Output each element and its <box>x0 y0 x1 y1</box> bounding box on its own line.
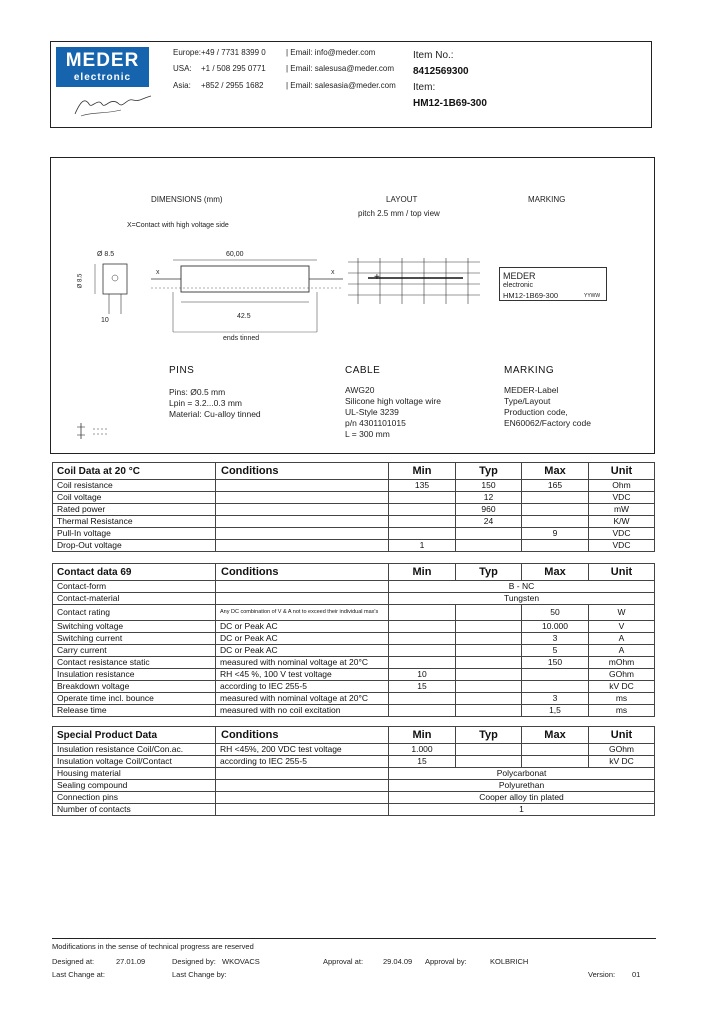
cell-min <box>389 645 456 657</box>
cell-param: Contact rating <box>53 605 216 621</box>
designed-by-label: Designed by: <box>172 957 216 966</box>
table-row <box>53 645 655 657</box>
cell-conditions: DC or Peak AC <box>216 633 389 645</box>
tagline-script-logo <box>71 90 156 120</box>
cell-param: Switching voltage <box>53 621 216 633</box>
cell-unit: A <box>589 645 655 657</box>
table-row <box>53 780 655 792</box>
cell-min <box>389 492 456 504</box>
cable-line: UL-Style 3239 <box>345 407 399 417</box>
contact-asia-region: Asia: <box>173 81 191 90</box>
cell-typ <box>456 705 522 717</box>
table-row <box>53 581 655 593</box>
cell-min: 15 <box>389 681 456 693</box>
col-header-unit: Unit <box>589 564 655 581</box>
cell-param: Operate time incl. bounce <box>53 693 216 705</box>
cell-param: Coil voltage <box>53 492 216 504</box>
logo-line1: MEDER <box>65 50 140 71</box>
footer-note: Modifications in the sense of technical progress are reserved <box>52 942 254 951</box>
cell-param: Carry current <box>53 645 216 657</box>
svg-text:x: x <box>156 269 160 276</box>
cell-typ-merged: 1 <box>389 804 655 816</box>
item-no-value: 8412569300 <box>413 66 469 77</box>
table-row <box>53 705 655 717</box>
contact-asia-email: | Email: salesasia@meder.com <box>286 81 396 90</box>
cell-unit: VDC <box>589 492 655 504</box>
dim-length-label: 60,00 <box>226 251 244 258</box>
cell-conditions <box>216 528 389 540</box>
cell-unit: K/W <box>589 516 655 528</box>
layout-subtitle: pitch 2.5 mm / top view <box>358 209 440 218</box>
cell-typ-merged: Tungsten <box>389 593 655 605</box>
dim-pin-label: 10 <box>101 317 109 324</box>
cell-max <box>522 681 589 693</box>
cell-min <box>389 657 456 669</box>
cell-max <box>522 540 589 552</box>
contact-note: X=Contact with high voltage side <box>127 222 229 229</box>
cell-typ-merged: Cooper alloy tin plated <box>389 792 655 804</box>
svg-text:+: + <box>374 272 380 283</box>
cell-unit: kV DC <box>589 756 655 768</box>
approval-by-label: Approval by: <box>425 957 467 966</box>
table-header-row <box>53 564 655 581</box>
cell-param: Drop-Out voltage <box>53 540 216 552</box>
table-row <box>53 633 655 645</box>
col-header-conditions: Conditions <box>216 463 389 480</box>
cell-min <box>389 621 456 633</box>
cell-param: Contact resistance static <box>53 657 216 669</box>
cell-unit: kV DC <box>589 681 655 693</box>
cell-unit: V <box>589 621 655 633</box>
col-header-typ: Typ <box>456 463 522 480</box>
col-header-min: Min <box>389 463 456 480</box>
cell-unit: ms <box>589 705 655 717</box>
cell-typ-merged: B - NC <box>389 581 655 593</box>
cell-conditions: measured with no coil excitation <box>216 705 389 717</box>
table-row <box>53 540 655 552</box>
marking-line: MEDER-Label <box>504 385 559 395</box>
cell-param: Insulation resistance <box>53 669 216 681</box>
contact-europe-region: Europe: <box>173 48 202 57</box>
approval-by-value: KOLBRICH <box>490 957 529 966</box>
cell-typ: 12 <box>456 492 522 504</box>
cell-min: 135 <box>389 480 456 492</box>
cell-unit: W <box>589 605 655 621</box>
cell-conditions: DC or Peak AC <box>216 645 389 657</box>
cell-param: Rated power <box>53 504 216 516</box>
cell-conditions: according to IEC 255-5 <box>216 756 389 768</box>
table-row <box>53 744 655 756</box>
pins-line: Pins: Ø0.5 mm <box>169 387 226 397</box>
last-change-by-label: Last Change by: <box>172 970 227 979</box>
cell-conditions: RH <45%, 200 VDC test voltage <box>216 744 389 756</box>
cell-max <box>522 492 589 504</box>
cell-param: Coil resistance <box>53 480 216 492</box>
table-header-row <box>53 727 655 744</box>
marking-body <box>504 385 591 429</box>
table-row <box>53 621 655 633</box>
cell-typ: 150 <box>456 480 522 492</box>
item-label: Item: <box>413 82 436 93</box>
cell-max: 50 <box>522 605 589 621</box>
cell-param: Breakdown voltage <box>53 681 216 693</box>
cell-param: Sealing compound <box>53 780 216 792</box>
cell-conditions: RH <45 %, 100 V test voltage <box>216 669 389 681</box>
dimensions-title: DIMENSIONS (mm) <box>151 195 223 204</box>
cell-conditions <box>216 480 389 492</box>
cell-param: Contact-form <box>53 581 216 593</box>
cell-typ <box>456 756 522 768</box>
cell-conditions <box>216 540 389 552</box>
cell-param: Thermal Resistance <box>53 516 216 528</box>
pins-line: Material: Cu-alloy tinned <box>169 409 261 419</box>
cell-min <box>389 504 456 516</box>
contact-asia-phone: +852 / 2955 1682 <box>201 81 264 90</box>
dim-width-label: 42.5 <box>237 313 251 320</box>
cell-conditions <box>216 504 389 516</box>
label-line3: HM12-1B69-300 <box>503 291 559 300</box>
dim-height-label: Ø 8.5 <box>77 273 84 289</box>
cell-max: 1,5 <box>522 705 589 717</box>
cell-conditions <box>216 804 389 816</box>
table-row <box>53 768 655 780</box>
designed-by-value: WKOVACS <box>222 957 260 966</box>
cell-typ <box>456 645 522 657</box>
marking-label-sample <box>499 267 607 301</box>
item-value: HM12-1B69-300 <box>413 98 487 109</box>
version-value: 01 <box>632 970 641 979</box>
cell-max <box>522 516 589 528</box>
marking-line: EN60062/Factory code <box>504 418 591 428</box>
cell-conditions: Any DC combination of V & A not to exceed their individual max's <box>216 605 389 621</box>
table-row <box>53 792 655 804</box>
cell-conditions <box>216 492 389 504</box>
cell-min <box>389 693 456 705</box>
contact-data-table <box>52 563 655 717</box>
layout-grid-drawing <box>348 258 480 306</box>
version-label: Version: <box>588 970 616 979</box>
cell-conditions <box>216 792 389 804</box>
col-header-max: Max <box>522 727 589 744</box>
pins-title: PINS <box>169 365 195 376</box>
designed-at-value: 27.01.09 <box>116 957 146 966</box>
pins-line: Lpin = 3.2...0.3 mm <box>169 398 242 408</box>
cell-max: 150 <box>522 657 589 669</box>
table-row <box>53 528 655 540</box>
approval-at-label: Approval at: <box>323 957 364 966</box>
cell-typ <box>456 693 522 705</box>
cell-unit: A <box>589 633 655 645</box>
cell-typ <box>456 605 522 621</box>
col-header-unit: Unit <box>589 463 655 480</box>
cell-unit: VDC <box>589 528 655 540</box>
cell-min: 15 <box>389 756 456 768</box>
cable-title: CABLE <box>345 365 381 376</box>
cell-max: 5 <box>522 645 589 657</box>
col-header-min: Min <box>389 727 456 744</box>
cell-typ <box>456 681 522 693</box>
cable-line: L = 300 mm <box>345 429 390 439</box>
cell-conditions <box>216 768 389 780</box>
col-header-param: Coil Data at 20 °C <box>53 463 216 480</box>
dim-dia-label: Ø 8.5 <box>97 251 115 258</box>
table-row <box>53 605 655 621</box>
label-line1: MEDER <box>503 271 536 281</box>
cell-unit: ms <box>589 693 655 705</box>
cell-conditions: DC or Peak AC <box>216 621 389 633</box>
cell-param: Housing material <box>53 768 216 780</box>
cell-typ: 960 <box>456 504 522 516</box>
header <box>50 41 652 128</box>
last-change-at-label: Last Change at: <box>52 970 105 979</box>
contact-usa-region: USA: <box>173 64 192 73</box>
logo-line2: electronic <box>73 72 132 83</box>
cell-conditions: measured with nominal voltage at 20°C <box>216 657 389 669</box>
projection-symbol-icon <box>75 421 111 441</box>
cell-conditions: according to IEC 255-5 <box>216 681 389 693</box>
table-row <box>53 657 655 669</box>
col-header-conditions: Conditions <box>216 727 389 744</box>
cell-min: 1.000 <box>389 744 456 756</box>
cell-param: Contact-material <box>53 593 216 605</box>
cell-conditions <box>216 593 389 605</box>
marking-line: Production code, <box>504 407 568 417</box>
cell-max: 3 <box>522 633 589 645</box>
special-product-data-table <box>52 726 655 816</box>
cell-typ-merged: Polycarbonat <box>389 768 655 780</box>
cell-param: Number of contacts <box>53 804 216 816</box>
pins-body <box>169 387 261 420</box>
cell-min <box>389 633 456 645</box>
cell-unit: mW <box>589 504 655 516</box>
cell-conditions <box>216 516 389 528</box>
table-row <box>53 669 655 681</box>
tinned-note: ends tinned <box>223 335 260 342</box>
cell-max: 3 <box>522 693 589 705</box>
cell-typ <box>456 669 522 681</box>
contact-europe-email: | Email: info@meder.com <box>286 48 376 57</box>
table-row <box>53 480 655 492</box>
col-header-typ: Typ <box>456 564 522 581</box>
cell-typ <box>456 528 522 540</box>
cell-param: Insulation resistance Coil/Con.ac. <box>53 744 216 756</box>
table-row <box>53 804 655 816</box>
cell-conditions <box>216 581 389 593</box>
contact-usa-email: | Email: salesusa@meder.com <box>286 64 395 73</box>
table-row <box>53 693 655 705</box>
cable-body <box>345 385 441 440</box>
cell-typ <box>456 633 522 645</box>
cell-typ: 24 <box>456 516 522 528</box>
cell-param: Connection pins <box>53 792 216 804</box>
contact-usa-phone: +1 / 508 295 0771 <box>201 64 266 73</box>
col-header-min: Min <box>389 564 456 581</box>
marking-line: Type/Layout <box>504 396 551 406</box>
table-header-row <box>53 463 655 480</box>
coil-data-table <box>52 462 655 552</box>
cell-typ <box>456 744 522 756</box>
marking-title: MARKING <box>528 195 566 204</box>
approval-at-value: 29.04.09 <box>383 957 413 966</box>
cable-line: p/n 4301101015 <box>345 418 406 428</box>
cell-unit: Ohm <box>589 480 655 492</box>
cell-max <box>522 504 589 516</box>
col-header-max: Max <box>522 564 589 581</box>
item-no-label: Item No.: <box>413 50 454 61</box>
cell-max <box>522 669 589 681</box>
svg-text:x: x <box>331 269 335 276</box>
cell-param: Release time <box>53 705 216 717</box>
cell-typ <box>456 621 522 633</box>
cell-unit: mOhm <box>589 657 655 669</box>
table-row <box>53 681 655 693</box>
table-row <box>53 593 655 605</box>
cable-line: Silicone high voltage wire <box>345 396 441 406</box>
col-header-conditions: Conditions <box>216 564 389 581</box>
label-line2: electronic <box>503 282 533 289</box>
cell-min: 1 <box>389 540 456 552</box>
cell-unit: VDC <box>589 540 655 552</box>
cable-line: AWG20 <box>345 385 375 395</box>
technical-drawing-panel <box>50 157 655 454</box>
cell-param: Insulation voltage Coil/Contact <box>53 756 216 768</box>
cell-typ <box>456 657 522 669</box>
col-header-max: Max <box>522 463 589 480</box>
label-code: YYWW <box>584 293 601 299</box>
designed-at-label: Designed at: <box>52 957 95 966</box>
col-header-param: Special Product Data <box>53 727 216 744</box>
cell-typ <box>456 540 522 552</box>
table-row <box>53 504 655 516</box>
marking-title-lower: MARKING <box>504 365 555 376</box>
cell-unit: GOhm <box>589 669 655 681</box>
table-row <box>53 492 655 504</box>
cell-param: Switching current <box>53 633 216 645</box>
cell-unit: GOhm <box>589 744 655 756</box>
cell-max <box>522 744 589 756</box>
col-header-typ: Typ <box>456 727 522 744</box>
footer-divider <box>52 938 656 939</box>
cell-min <box>389 605 456 621</box>
cell-max: 9 <box>522 528 589 540</box>
cell-max <box>522 756 589 768</box>
cell-conditions: measured with nominal voltage at 20°C <box>216 693 389 705</box>
cell-min <box>389 528 456 540</box>
contact-europe-phone: +49 / 7731 8399 0 <box>201 48 266 57</box>
table-row <box>53 756 655 768</box>
col-header-unit: Unit <box>589 727 655 744</box>
cell-min: 10 <box>389 669 456 681</box>
cell-min <box>389 516 456 528</box>
cell-typ-merged: Polyurethan <box>389 780 655 792</box>
meder-logo <box>56 47 149 87</box>
relay-dimension-drawing <box>81 238 351 338</box>
col-header-param: Contact data 69 <box>53 564 216 581</box>
layout-title: LAYOUT <box>386 195 418 204</box>
table-row <box>53 516 655 528</box>
cell-min <box>389 705 456 717</box>
cell-max: 165 <box>522 480 589 492</box>
cell-conditions <box>216 780 389 792</box>
cell-max: 10.000 <box>522 621 589 633</box>
cell-param: Pull-In voltage <box>53 528 216 540</box>
